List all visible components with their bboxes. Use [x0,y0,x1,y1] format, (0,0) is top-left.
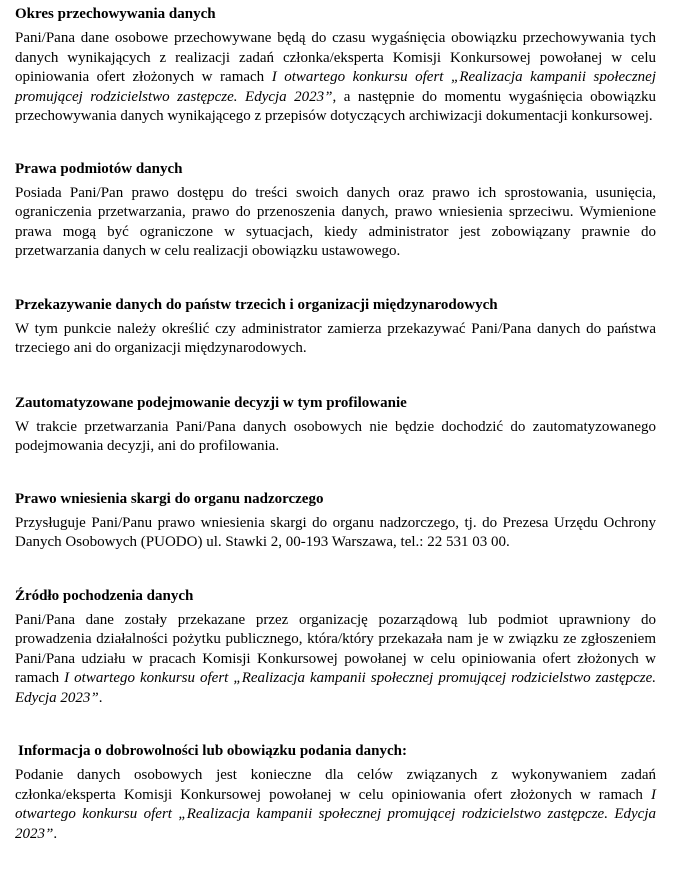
section-data-source [15,586,656,709]
section-storage-period [15,4,656,127]
section-data-subject-rights [15,159,656,262]
section-paragraph: Posiada Pani/Pan prawo dostępu do treści swoich danych oraz prawo ich sprostowania, usunięcia, ograniczenia przetwarzania, prawo do przenoszenia danych, prawo wniesienia sprzeciwu. Wymienione prawa mogą być ograniczone w sytuacjach, kiedy administrator jest zobowiązany prawnie do przetwarzania danych w celu realizacji obowiązku ustawowego. [15,184,656,259]
paragraph-text: Pani/Pana dane zostały przekazane przez organizację pozarządową lub podmiot uprawniony do prowadzenia działalności pożytku publicznego, która/który przekazała nam je w związku ze zgłoszeniem Pani/Pana udziału w pracach Komisji Konkursowej powołanej w celu opiniowania ofert złożonych w ramach [15,611,656,686]
section-paragraph: W trakcie przetwarzania Pani/Pana danych osobowych nie będzie dochodzić do zautomatyzowanego podejmowania decyzji, ani do profilowania. [15,418,656,454]
section-heading: Prawa podmiotów danych [15,160,183,177]
paragraph-text: Podanie danych osobowych jest konieczne dla celów związanych z wykonywaniem zadań członka/eksperta Komisji Konkursowej powołanej w celu opiniowania ofert złożonych w ramach [15,767,656,803]
section-automated-decisions [15,393,656,457]
section-heading: Przekazywanie danych do państw trzecich i organizacji międzynarodowych [15,296,498,313]
section-heading: Informacja o dobrowolności lub obowiązku podania danych: [18,743,407,759]
section-paragraph: W tym punkcie należy określić czy administrator zamierza przekazywać Pani/Pana danych do państwa trzeciego ani do organizacji międzynarodowych. [15,320,656,356]
paragraph-text: Pani/Pana dane osobowe przechowywane będą do czasu wygaśnięcia obowiązku przechowywania tych danych wynikających z realizacji zadań członka/eksperta Komisji Konkursowej powołanej w celu opiniowania ofert złożonych w ramach [15,30,656,85]
section-heading: Źródło pochodzenia danych [15,587,194,604]
contest-name-italic: I otwartego konkursu ofert „Realizacja kampanii społecznej promującej rodzicielstwo zastępcze. Edycja 2023” [15,670,656,706]
section-heading: Okres przechowywania danych [15,6,216,22]
contest-name-italic: I otwartego konkursu ofert „Realizacja kampanii społecznej promującej rodzicielstwo zastępcze. Edycja 2023” [15,69,656,105]
section-voluntary-obligation [15,741,656,844]
section-heading: Prawo wniesienia skargi do organu nadzorczego [15,490,324,507]
paragraph-text: . [53,825,58,842]
section-paragraph: Przysługuje Pani/Panu prawo wniesienia skargi do organu nadzorczego, tj. do Prezesa Urzędu Ochrony Danych Osobowych (PUODO) ul. Stawki 2, 00-193 Warszawa, tel.: 22 531 03 00. [15,514,656,550]
section-paragraph [15,29,656,127]
section-paragraph [15,766,656,844]
section-complaint-right [15,489,656,553]
paragraph-text: , a następnie do momentu wygaśnięcia obowiązku przechowywania danych wynikającego z przepisów dotyczących archiwizacji dokumentacji konkursowej. [15,88,656,124]
section-third-country-transfer [15,295,656,359]
paragraph-text: . [98,689,103,706]
section-heading: Zautomatyzowane podejmowanie decyzji w tym profilowanie [15,394,407,411]
contest-name-italic: I otwartego konkursu ofert „Realizacja kampanii społecznej promującej rodzicielstwo zastępcze. Edycja 2023” [15,786,656,842]
section-paragraph [15,611,656,709]
